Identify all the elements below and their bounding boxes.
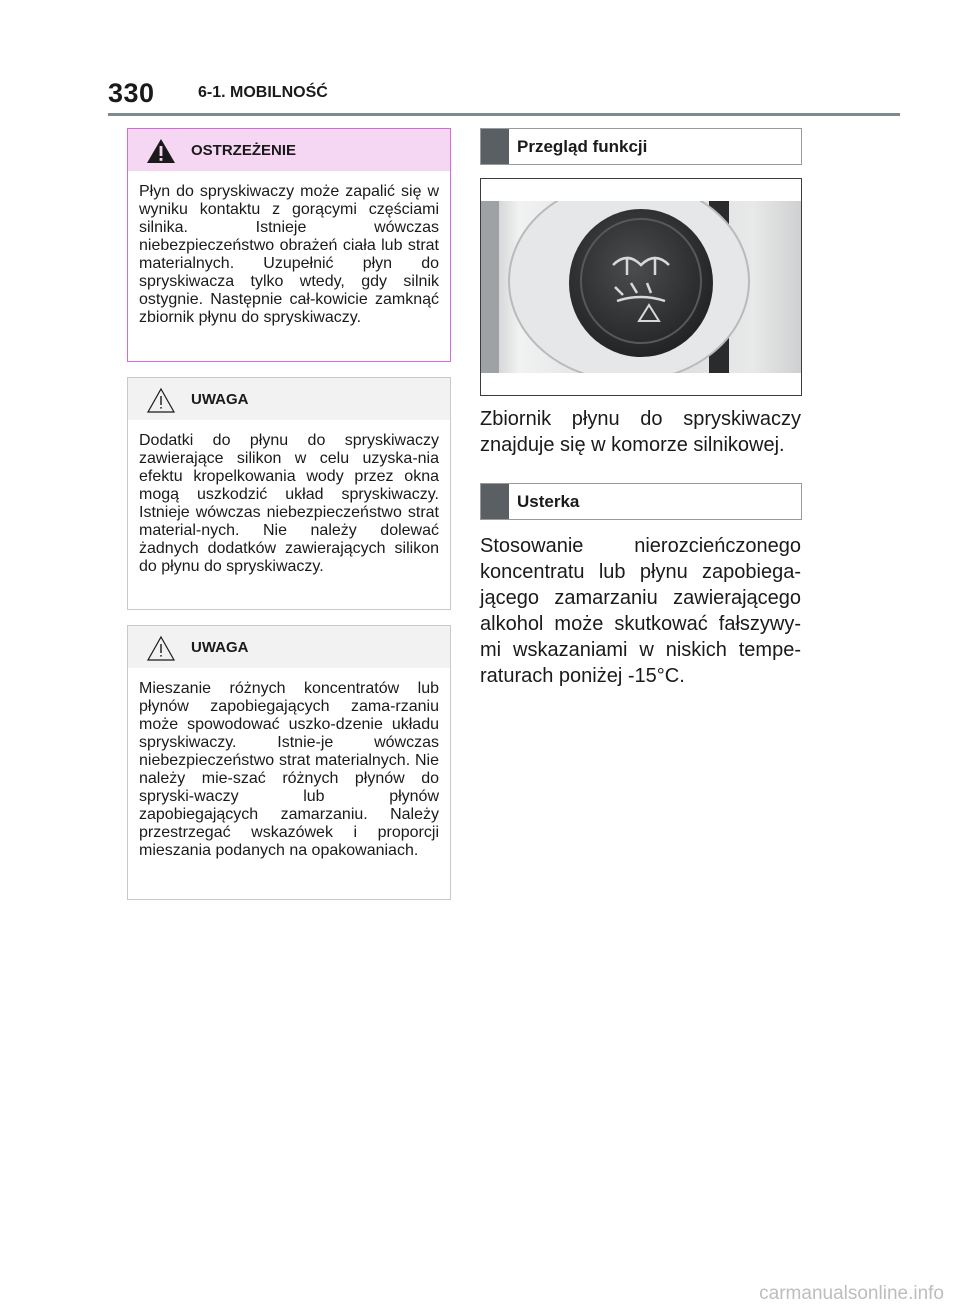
caution-box-2 [127, 625, 451, 900]
caution-2-text: Mieszanie różnych koncentratów lub płynów zapobiegających zama-rzaniu może spowodować uszko-dzenie układu spryskiwaczy. Istnie-je wówczas niebezpieczeństwo strat materialnych. Nie należy mie-szać różnych płynów do spryski-waczy lub płynów zapobiegających zamarzaniu. Należy przestrzegać wskazówek i proporcji mieszania podanych na opakowaniach. [139, 680, 439, 859]
caution-triangle-icon [145, 634, 177, 662]
header-rule [108, 113, 900, 116]
page-number: 330 [108, 78, 155, 108]
warning-title: OSTRZEŻENIE [191, 142, 297, 159]
section-heading-fault [480, 483, 802, 520]
caution-2-title: UWAGA [191, 639, 249, 656]
caution-triangle-icon [145, 386, 177, 414]
warning-text: Płyn do spryskiwaczy może zapalić się w wyniku kontaktu z gorącymi częściami silnika. Istnieje wówczas niebezpieczeństwo obrażeń ciała lub strat materialnych. Uzupełnić płyn do spryskiwacza tylko wtedy, gdy silnik ostygnie. Następnie cał-kowicie zamknąć zbiornik płynu do spryskiwaczy. [139, 183, 439, 326]
heading-label: Usterka [517, 492, 580, 511]
section-title: 6-1. MOBILNOŚĆ [198, 84, 328, 101]
fault-paragraph: Stosowanie nierozcieńczonego koncentratu lub płynu zapobiega-jącego zamarzaniu zawierającego alkohol może skutkować fałszywy-mi wskazaniami w niskich tempe-raturach poniżej -15°C. [480, 535, 801, 687]
washer-reservoir-figure [480, 178, 802, 396]
heading-marker [481, 484, 509, 519]
caution-1-text: Dodatki do płynu do spryskiwaczy zawierające silikon w celu uzyska-nia efektu kropelkowania wody przez okna mogą uszkodzić układ spryskiwaczy. Istnieje wówczas niebezpieczeństwo strat material-nych. Nie należy dolewać żadnych dodatków zawierających silikon do płynu do spryskiwaczy. [139, 432, 439, 575]
caution-box-1 [127, 377, 451, 610]
warning-triangle-icon [145, 137, 177, 165]
heading-label: Przegląd funkcji [517, 137, 648, 156]
overview-paragraph: Zbiornik płynu do spryskiwaczy znajduje się w komorze silnikowej. [480, 408, 801, 456]
caution-1-title: UWAGA [191, 391, 249, 408]
heading-marker [481, 129, 509, 164]
washer-fluid-cap-icon [481, 201, 801, 373]
watermark: carmanualsonline.info [759, 1283, 944, 1304]
warning-box-header [128, 129, 450, 171]
warning-box [127, 128, 451, 362]
section-heading-overview [480, 128, 802, 165]
caution-box-2-header [128, 626, 450, 668]
caution-box-1-header [128, 378, 450, 420]
